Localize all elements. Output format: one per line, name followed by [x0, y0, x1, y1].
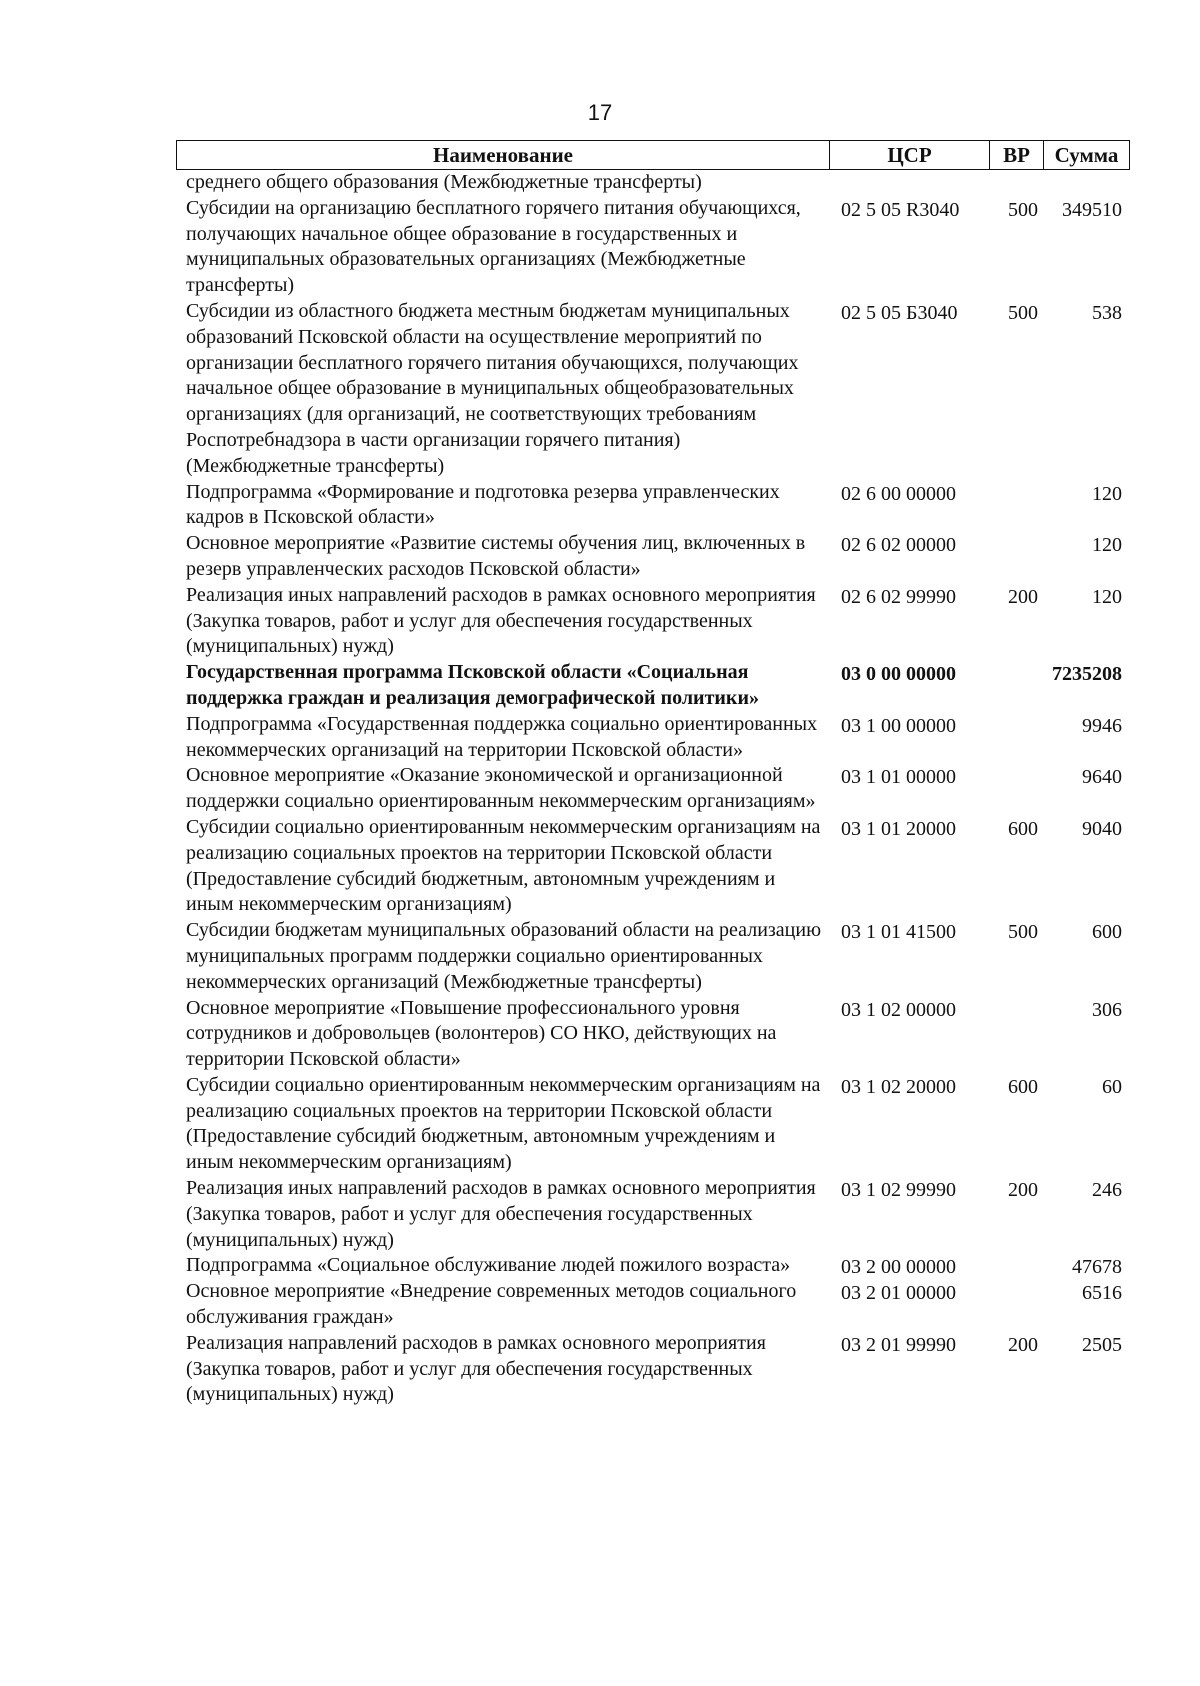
row-vr: 200	[1008, 1179, 1038, 1202]
row-sum: 600	[1092, 921, 1122, 944]
row-sum: 349510	[1062, 198, 1122, 221]
table-row	[176, 1253, 1130, 1279]
table-row	[176, 1073, 1130, 1176]
row-name: Субсидии социально ориентированным некоммерческим организациям на реализацию социальных проектов на территории Псковской области (Предоставление субсидий бюджетным, автономным учреждениям и иным некоммерческим организациям)	[186, 1073, 821, 1174]
row-csr: 03 0 00 00000	[841, 663, 956, 686]
table-row	[176, 918, 1130, 995]
header-csr: ЦСР	[830, 141, 990, 169]
row-csr: 02 5 05 Б3040	[841, 301, 958, 324]
row-sum: 9040	[1082, 817, 1122, 840]
row-csr: 02 6 00 00000	[841, 482, 956, 505]
row-sum: 47678	[1072, 1256, 1122, 1279]
row-name: Субсидии из областного бюджета местным бюджетам муниципальных образований Псковской области на осуществление мероприятий по организации бесплатного горячего питания обучающихся, получающих начальное общее образование в муниципальных общеобразовательных организациях (для организаций, не соответствующих требованиям Роспотребнадзора в части организации горячего питания) (Межбюджетные трансферты)	[186, 299, 799, 477]
row-csr: 03 2 00 00000	[841, 1256, 956, 1279]
table-row	[176, 196, 1130, 299]
row-csr: 03 1 01 20000	[841, 817, 956, 840]
table-header	[176, 140, 1130, 170]
row-csr: 03 1 00 00000	[841, 714, 956, 737]
header-sum: Сумма	[1054, 142, 1119, 167]
row-name: Субсидии на организацию бесплатного горячего питания обучающихся, получающих начальное общее образование в государственных и муниципальных образовательных организациях (Межбюджетные трансферты)	[186, 196, 801, 297]
row-name: Основное мероприятие «Развитие системы обучения лиц, включенных в резерв управленческих расходов Псковской области»	[186, 532, 806, 580]
row-csr: 02 5 05 R3040	[841, 198, 960, 221]
row-sum: 246	[1092, 1179, 1122, 1202]
row-sum: 538	[1092, 301, 1122, 324]
row-vr: 500	[1008, 921, 1038, 944]
table-row	[176, 712, 1130, 764]
row-sum: 9946	[1082, 714, 1122, 737]
row-sum: 120	[1092, 585, 1122, 608]
table-row	[176, 299, 1130, 480]
row-name: Подпрограмма «Социальное обслуживание людей пожилого возраста»	[186, 1254, 791, 1277]
row-name: Реализация иных направлений расходов в рамках основного мероприятия (Закупка товаров, работ и услуг для обеспечения государственных (муниципальных) нужд)	[186, 583, 816, 658]
table-row	[176, 583, 1130, 660]
row-sum: 120	[1092, 482, 1122, 505]
table-row	[176, 1279, 1130, 1331]
table-row	[176, 480, 1130, 532]
row-sum: 120	[1092, 534, 1122, 557]
row-csr: 03 1 01 00000	[841, 766, 956, 789]
row-csr: 03 2 01 99990	[841, 1333, 956, 1356]
row-csr: 03 1 02 99990	[841, 1179, 956, 1202]
table-row	[176, 1176, 1130, 1253]
header-vr: ВР	[990, 141, 1044, 169]
row-name: Основное мероприятие «Оказание экономической и организационной поддержки социально ориентированным некоммерческим организациям»	[186, 764, 816, 813]
row-name: Подпрограмма «Государственная поддержка социально ориентированных некоммерческих организаций на территории Псковской области»	[186, 712, 818, 761]
table-body	[176, 170, 1130, 1408]
row-sum: 6516	[1082, 1282, 1122, 1305]
row-csr: 03 1 02 00000	[841, 998, 956, 1021]
row-csr: 02 6 02 99990	[841, 585, 956, 608]
row-vr: 200	[1008, 1333, 1038, 1356]
table-row	[176, 996, 1130, 1073]
table-row	[176, 660, 1130, 712]
row-name: Субсидии социально ориентированным некоммерческим организациям на реализацию социальных проектов на территории Псковской области (Предоставление субсидий бюджетным, автономным учреждениям и иным некоммерческим организациям)	[186, 815, 821, 916]
table-row	[176, 815, 1130, 918]
row-name: Реализация направлений расходов в рамках основного мероприятия (Закупка товаров, работ и услуг для обеспечения государственных (муниципальных) нужд)	[186, 1331, 766, 1406]
table-row	[176, 531, 1130, 583]
row-name: Основное мероприятие «Внедрение современных методов социального обслуживания граждан»	[186, 1280, 797, 1329]
row-vr: 500	[1008, 198, 1038, 221]
row-vr: 200	[1008, 585, 1038, 608]
page-number: 17	[587, 100, 613, 125]
table-row	[176, 170, 1130, 196]
row-sum: 2505	[1082, 1333, 1122, 1356]
row-sum: 60	[1102, 1075, 1122, 1098]
row-sum: 9640	[1082, 766, 1122, 789]
row-name: Государственная программа Псковской области «Социальная поддержка граждан и реализация демографической политики»	[186, 661, 759, 709]
row-csr: 03 2 01 00000	[841, 1282, 956, 1305]
row-csr: 02 6 02 00000	[841, 534, 956, 557]
row-csr: 03 1 01 41500	[841, 921, 956, 944]
table-row	[176, 763, 1130, 815]
row-sum: 306	[1092, 998, 1122, 1021]
row-name: Подпрограмма «Формирование и подготовка резерва управленческих кадров в Псковской области»	[186, 480, 780, 529]
row-name: Основное мероприятие «Повышение профессионального уровня сотрудников и добровольцев (волонтеров) СО НКО, действующих на территории Псковской области»	[186, 996, 777, 1071]
row-name: Реализация иных направлений расходов в рамках основного мероприятия (Закупка товаров, работ и услуг для обеспечения государственных (муниципальных) нужд)	[186, 1177, 816, 1251]
row-vr: 600	[1008, 1075, 1038, 1098]
header-name: Наименование	[177, 141, 830, 169]
row-name: среднего общего образования (Межбюджетные трансферты)	[186, 171, 702, 193]
row-sum: 7235208	[1052, 663, 1122, 686]
row-vr: 600	[1008, 817, 1038, 840]
row-vr: 500	[1008, 301, 1038, 324]
row-name: Субсидии бюджетам муниципальных образований области на реализацию муниципальных программ поддержки социально ориентированных некоммерческих организаций (Межбюджетные трансферты)	[186, 919, 822, 993]
table-row	[176, 1331, 1130, 1408]
row-csr: 03 1 02 20000	[841, 1075, 956, 1098]
